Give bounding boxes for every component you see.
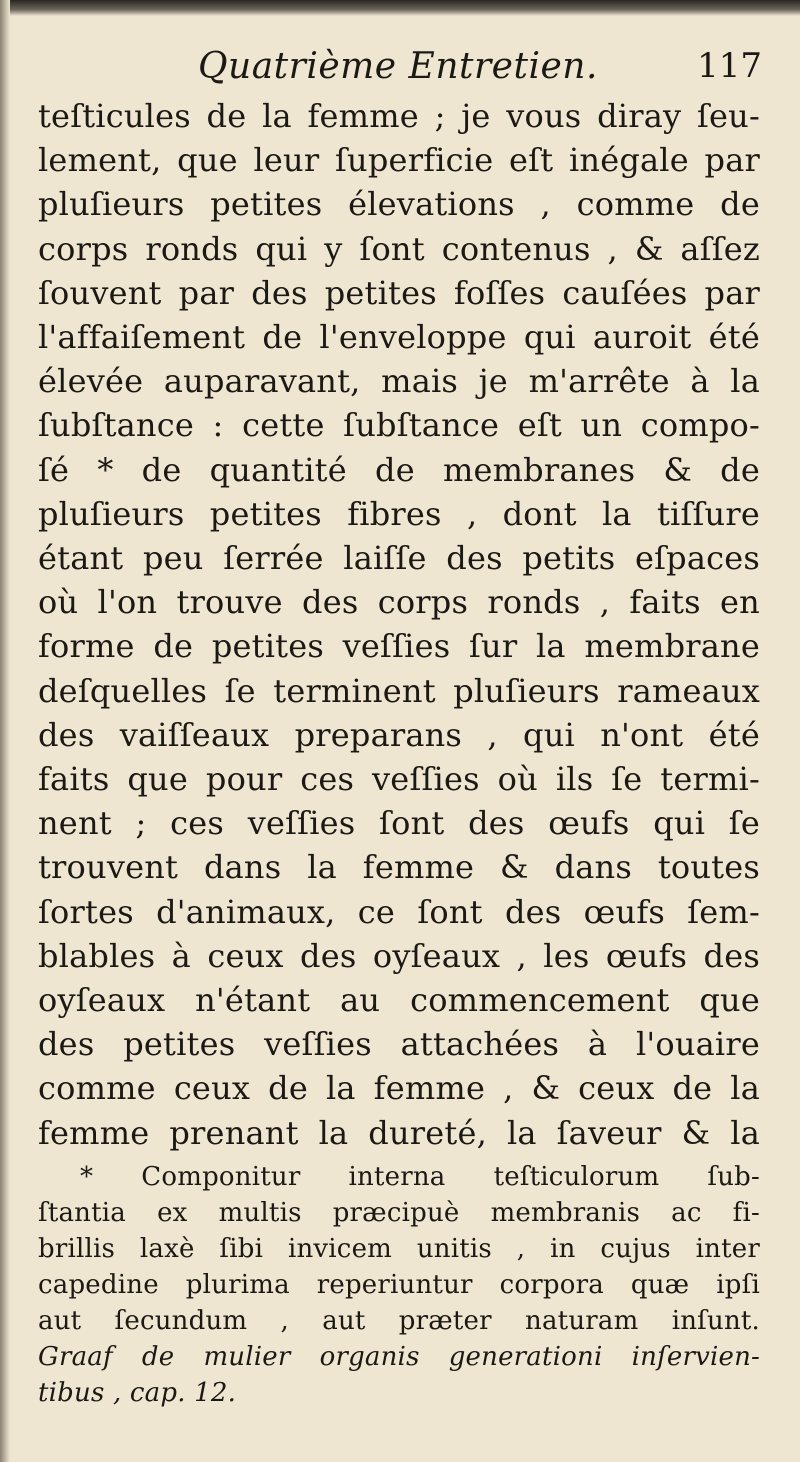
text-line: pluſieurs petites fibres , dont la tiſſure	[38, 494, 760, 533]
text-line: blables à ceux des oyſeaux , les œufs des	[38, 936, 760, 975]
running-head: Quatrième Entretien.	[198, 46, 598, 87]
text-line: trouvent dans la femme & dans toutes	[38, 848, 760, 887]
text-line: comme ceux de la femme , & ceux de la	[38, 1069, 760, 1108]
footnote-line: * Componitur interna teſticulorum ſub-	[80, 1161, 760, 1192]
book-page	[38, 40, 768, 1411]
footnote-line: aut ſecundum , aut præter naturam inſunt.	[38, 1305, 760, 1336]
page-top-edge	[0, 0, 800, 16]
text-line: ſubſtance : cette ſubſtance eſt un compo-	[38, 406, 760, 445]
text-line: ſortes d'animaux, ce ſont des œufs ſem-	[38, 892, 760, 931]
text-line: corps ronds qui y ſont contenus , & aſſez	[38, 229, 760, 268]
text-line: lement, que leur ſuperficie eſt inégale par	[38, 141, 760, 180]
page-gutter-shadow	[0, 0, 10, 1462]
text-line: étant peu ſerrée laiſſe des petits eſpaces	[38, 539, 760, 578]
page-number: 117	[697, 46, 762, 86]
page-header	[38, 40, 768, 94]
text-line: où l'on trouve des corps ronds , faits en	[38, 583, 760, 622]
text-line: femme prenant la dureté, la ſaveur & la	[38, 1113, 760, 1152]
footnote-citation: Graaf de mulier organis generationi inſervien-	[38, 1341, 760, 1372]
text-line: nent ; ces veſſies ſont des œufs qui ſe	[38, 804, 760, 843]
text-line: forme de petites veſſies ſur la membrane	[38, 627, 760, 666]
text-line: ſé * de quantité de membranes & de	[38, 450, 760, 489]
footnote-line: capedine plurima reperiuntur corpora quæ ipſi	[38, 1269, 760, 1300]
main-text	[38, 94, 768, 1155]
text-line: teſticules de la femme ; je vous diray ſeu-	[38, 97, 760, 135]
text-line: l'affaiſement de l'enveloppe qui auroit été	[38, 318, 760, 357]
text-line: des vaiſſeaux preparans , qui n'ont été	[38, 715, 760, 754]
footnote-line: brillis laxè ſibi invicem unitis , in cujus inter	[38, 1233, 760, 1264]
footnote-citation: tibus , cap. 12.	[38, 1377, 237, 1408]
text-line: ſouvent par des petites foſſes cauſées par	[38, 273, 760, 312]
text-line: des petites veſſies attachées à l'ouaire	[38, 1025, 760, 1064]
text-line: deſquelles ſe terminent pluſieurs rameaux	[38, 671, 760, 710]
text-line: élevée auparavant, mais je m'arrête à la	[38, 362, 760, 401]
footnote	[38, 1159, 768, 1411]
text-line: oyſeaux n'étant au commencement que	[38, 981, 760, 1020]
text-line: pluſieurs petites élevations , comme de	[38, 185, 760, 224]
text-line: faits que pour ces veſſies où ils ſe termi-	[38, 760, 760, 799]
footnote-line: ſtantia ex multis præcipuè membranis ac fi-	[38, 1197, 760, 1228]
